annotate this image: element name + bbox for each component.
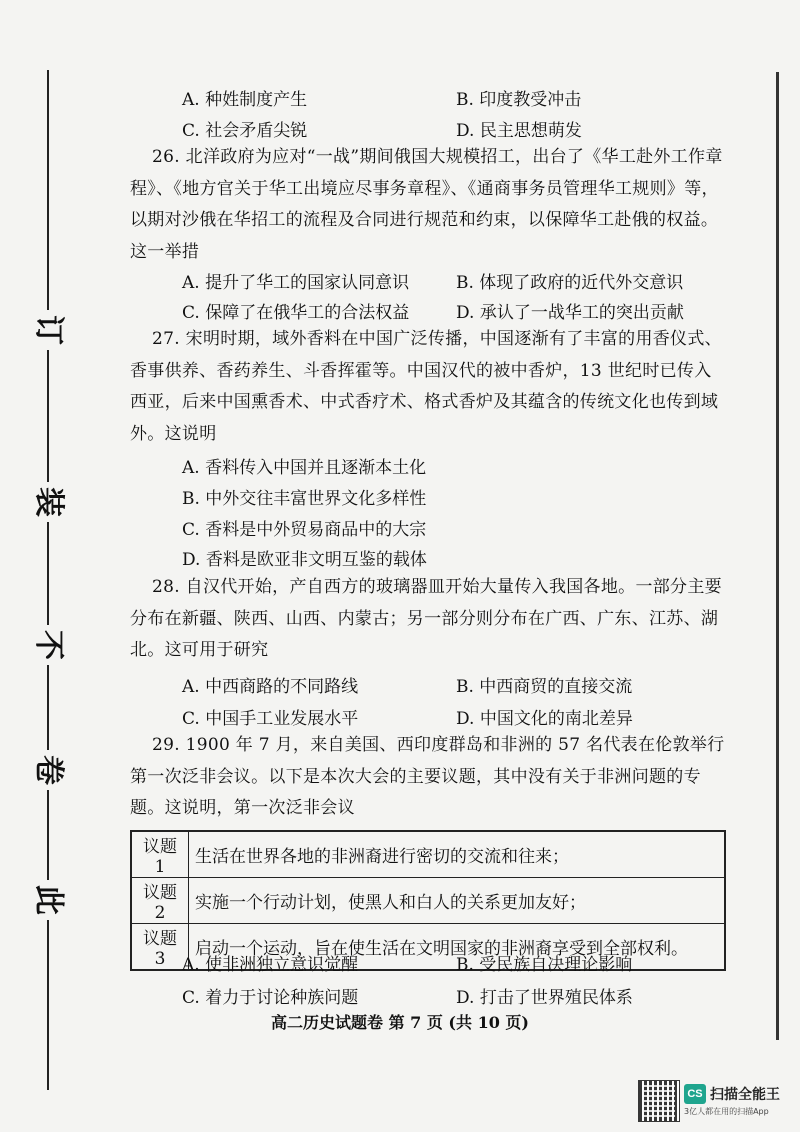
q25-option-d: D. 民主思想萌发 (456, 121, 582, 141)
q27-option-d: D. 香料是欧亚非文明互鉴的载体 (182, 550, 427, 570)
q29-option-d: D. 打击了世界殖民体系 (456, 988, 633, 1008)
q29-option-b: B. 受民族自决理论影响 (456, 955, 633, 975)
q25-option-b: B. 印度教受冲击 (456, 90, 582, 110)
table-row (131, 878, 725, 924)
issue-text: 实施一个行动计划，使黑人和白人的关系更加友好； (189, 878, 726, 924)
q26-option-d: D. 承认了一战华工的突出贡献 (456, 303, 684, 323)
binding-margin (28, 70, 68, 1090)
binding-char-2: 装 (28, 482, 68, 522)
q28-option-d: D. 中国文化的南北差异 (456, 709, 633, 729)
q28-option-c: C. 中国手工业发展水平 (182, 709, 359, 729)
issue-label: 议题 1 (131, 831, 189, 878)
q28-option-b: B. 中西商贸的直接交流 (456, 677, 633, 697)
q26-option-c: C. 保障了在俄华工的合法权益 (182, 303, 410, 323)
q27-option-a: A. 香料传入中国并且逐渐本土化 (182, 458, 427, 478)
qr-code-icon (638, 1080, 680, 1122)
q28-option-a: A. 中西商路的不同路线 (182, 677, 359, 697)
issue-text: 启动一个运动，旨在使生活在文明国家的非洲裔享受到全部权利。 (189, 924, 726, 971)
q29-option-c: C. 着力于讨论种族问题 (182, 988, 359, 1008)
q29-stem: 29. 1900 年 7 月，来自美国、西印度群岛和非洲的 57 名代表在伦敦举行第一次泛非会议。以下是本次大会的主要议题，其中没有关于非洲问题的专题。这说明，第一次泛非会议 (130, 735, 725, 818)
scan-edge-line (776, 72, 779, 1040)
scanner-title: 扫描全能王 (710, 1087, 780, 1103)
q25-option-a: A. 种姓制度产生 (182, 90, 308, 110)
binding-char-1: 订 (28, 310, 68, 350)
q27-option-b: B. 中外交往丰富世界文化多样性 (182, 489, 427, 509)
q25-option-c: C. 社会矛盾尖锐 (182, 121, 308, 141)
binding-line (47, 70, 49, 1090)
issue-label: 议题 3 (131, 924, 189, 971)
q26-stem: 26. 北洋政府为应对“一战”期间俄国大规模招工，出台了《华工赴外工作章程》、《地方官关于华工出境应尽事务章程》、《通商事务员管理华工规则》等，以期对沙俄在华招工的流程及合同进行规范和约束，以保障华工赴俄的权益。这一举措 (130, 147, 723, 262)
binding-char-3: 不 (28, 625, 68, 665)
q27-stem: 27. 宋明时期，域外香料在中国广泛传播，中国逐渐有了丰富的用香仪式、香事供养、香药养生、斗香挥霍等。中国汉代的被中香炉，13 世纪时已传入西亚，后来中国熏香术、中式香疗术、格式香炉及其蕴含的传统文化也传到域外。这说明 (130, 329, 722, 444)
q26-option-a: A. 提升了华工的国家认同意识 (182, 273, 410, 293)
q27-option-c: C. 香料是中外贸易商品中的大宗 (182, 520, 427, 540)
scanner-subtitle: 3亿人都在用的扫描App (684, 1107, 769, 1116)
q29-option-a: A. 使非洲独立意识觉醒 (182, 955, 359, 975)
page-footer: 高二历史试题卷 第 7 页 (共 10 页) (271, 1013, 529, 1032)
binding-char-5: 此 (28, 880, 68, 920)
q28-stem: 28. 自汉代开始，产自西方的玻璃器皿开始大量传入我国各地。一部分主要分布在新疆、陕西、山西、内蒙古；另一部分则分布在广西、广东、江苏、湖北。这可用于研究 (130, 577, 722, 660)
table-row (131, 831, 725, 878)
issue-label: 议题 2 (131, 878, 189, 924)
issue-text: 生活在世界各地的非洲裔进行密切的交流和往来； (189, 831, 726, 878)
q26-option-b: B. 体现了政府的近代外交意识 (456, 273, 684, 293)
scanner-watermark (638, 1080, 788, 1124)
binding-char-4: 卷 (28, 750, 68, 790)
camscanner-logo-icon: CS (684, 1084, 706, 1104)
